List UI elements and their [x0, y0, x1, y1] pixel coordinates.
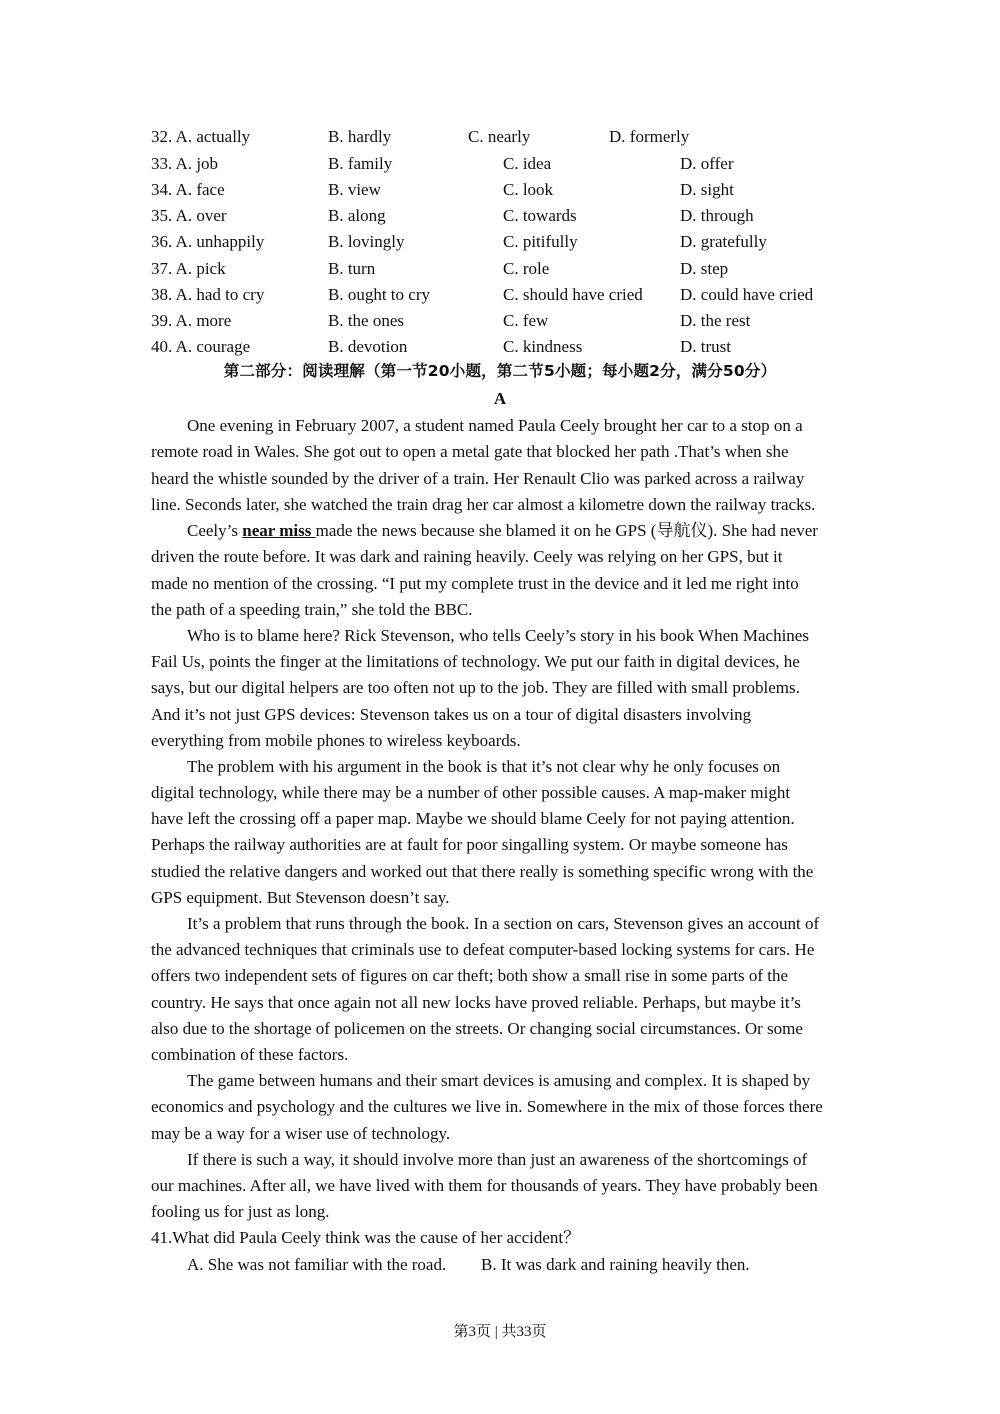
paragraph-line: the path of a speeding train,” she told the BBC.	[151, 600, 473, 619]
paragraph-line: made no mention of the crossing. “I put my complete trust in the device and it led me right into	[151, 574, 799, 593]
option-a: 37. A. pick	[151, 259, 226, 278]
option-c: C. should have cried	[503, 285, 643, 304]
option-b: B. hardly	[328, 127, 392, 146]
paragraph-line: It’s a problem that runs through the book. In a section on cars, Stevenson gives an account of	[187, 914, 820, 933]
paragraph-line: digital technology, while there may be a number of other possible causes. A map-maker might	[151, 783, 791, 802]
option-d: D. through	[680, 206, 754, 225]
option-c: C. few	[503, 311, 549, 330]
option-a: 40. A. courage	[151, 337, 251, 356]
paragraph-line: country. He says that once again not all new locks have proved reliable. Perhaps, but maybe it’s	[151, 993, 801, 1012]
page-footer: 第3页 | 共33页	[453, 1324, 547, 1340]
option-b: B. turn	[328, 259, 376, 278]
option-a: 38. A. had to cry	[151, 285, 265, 304]
option-b: B. ought to cry	[328, 285, 430, 304]
paragraph-line	[187, 518, 887, 544]
option-d: D. trust	[680, 337, 731, 356]
paragraph-line: Perhaps the railway authorities are at fault for poor singalling system. Or maybe someone has	[151, 835, 788, 854]
option-d: D. formerly	[609, 127, 690, 146]
option-a: 33. A. job	[151, 154, 219, 173]
passage-title: A	[493, 389, 507, 408]
option-a: 34. A. face	[151, 180, 225, 199]
paragraph-line: may be a way for a wiser use of technology.	[151, 1124, 451, 1143]
paragraph-line: The problem with his argument in the book is that it’s not clear why he only focuses on	[187, 757, 781, 776]
option-b: B. along	[328, 206, 386, 225]
text-run: Ceely’s	[187, 521, 243, 540]
paragraph-line: Fail Us, points the finger at the limitations of technology. We put our faith in digital devices, he	[151, 652, 800, 671]
option-c: C. towards	[503, 206, 577, 225]
paragraph-line: If there is such a way, it should involve more than just an awareness of the shortcomings of	[187, 1150, 808, 1169]
paragraph-line: And it’s not just GPS devices: Stevenson takes us on a tour of digital disasters involving	[151, 705, 752, 724]
option-c: C. pitifully	[503, 232, 578, 251]
option-d: D. gratefully	[680, 232, 767, 251]
option-b: B. It was dark and raining heavily then.	[481, 1255, 750, 1274]
option-c: C. kindness	[503, 337, 583, 356]
paragraph-line: everything from mobile phones to wireless keyboards.	[151, 731, 521, 750]
option-a: 36. A. unhappily	[151, 232, 265, 251]
paragraph-line: our machines. After all, we have lived with them for thousands of years. They have probably been	[151, 1176, 818, 1195]
option-b: B. devotion	[328, 337, 408, 356]
paragraph-line: remote road in Wales. She got out to open a metal gate that blocked her path .That’s when she	[151, 442, 789, 461]
section-heading: 第二部分：阅读理解（第一节20小题，第二节5小题；每小题2分，满分50分）	[223, 362, 777, 380]
paragraph-line: combination of these factors.	[151, 1045, 349, 1064]
paragraph-line: offers two independent sets of figures on car theft; both show a small rise in some parts of the	[151, 966, 789, 985]
paragraph-line: Who is to blame here? Rick Stevenson, who tells Ceely’s story in his book When Machines	[187, 626, 809, 645]
option-a: 32. A. actually	[151, 127, 251, 146]
paragraph-line: One evening in February 2007, a student named Paula Ceely brought her car to a stop on a	[187, 416, 803, 435]
paragraph-line: also due to the shortage of policemen on the streets. Or changing social circumstances. Or some	[151, 1019, 803, 1038]
option-b: B. the ones	[328, 311, 405, 330]
option-d: D. step	[680, 259, 729, 278]
paragraph-line: studied the relative dangers and worked out that there really is something specific wrong with the	[151, 862, 814, 881]
paragraph-line: economics and psychology and the cultures we live in. Somewhere in the mix of those forces there	[151, 1097, 823, 1116]
option-a: A. She was not familiar with the road.	[187, 1255, 447, 1274]
option-c: C. idea	[503, 154, 552, 173]
option-c: C. look	[503, 180, 554, 199]
text-run: made the news because she blamed it on he GPS (导航仪). She had never	[315, 521, 818, 540]
paragraph-line: line. Seconds later, she watched the train drag her car almost a kilometre down the railway tracks.	[151, 495, 816, 514]
paragraph-line: fooling us for just as long.	[151, 1202, 330, 1221]
option-b: B. lovingly	[328, 232, 405, 251]
option-c: C. role	[503, 259, 550, 278]
paragraph-line: The game between humans and their smart devices is amusing and complex. It is shaped by	[187, 1071, 811, 1090]
option-d: D. sight	[680, 180, 734, 199]
option-d: D. offer	[680, 154, 734, 173]
option-a: 39. A. more	[151, 311, 232, 330]
question-41: 41.What did Paula Ceely think was the cause of her accident？	[151, 1228, 581, 1247]
option-d: D. the rest	[680, 311, 751, 330]
paragraph-line: have left the crossing off a paper map. Maybe we should blame Ceely for not paying attention.	[151, 809, 795, 828]
paragraph-line: GPS equipment. But Stevenson doesn’t say.	[151, 888, 450, 907]
underlined-phrase: near miss	[242, 521, 316, 540]
option-d: D. could have cried	[680, 285, 814, 304]
paragraph-line: says, but our digital helpers are too often not up to the job. They are filled with small problems.	[151, 678, 800, 697]
paragraph-line: heard the whistle sounded by the driver of a train. Her Renault Clio was parked across a railway	[151, 469, 805, 488]
option-b: B. family	[328, 154, 393, 173]
paragraph-line: driven the route before. It was dark and raining heavily. Ceely was relying on her GPS, but it	[151, 547, 783, 566]
option-b: B. view	[328, 180, 381, 199]
option-a: 35. A. over	[151, 206, 227, 225]
paragraph-line: the advanced techniques that criminals use to defeat computer-based locking systems for cars. He	[151, 940, 815, 959]
question-41-options	[187, 1252, 887, 1278]
option-c: C. nearly	[468, 127, 531, 146]
